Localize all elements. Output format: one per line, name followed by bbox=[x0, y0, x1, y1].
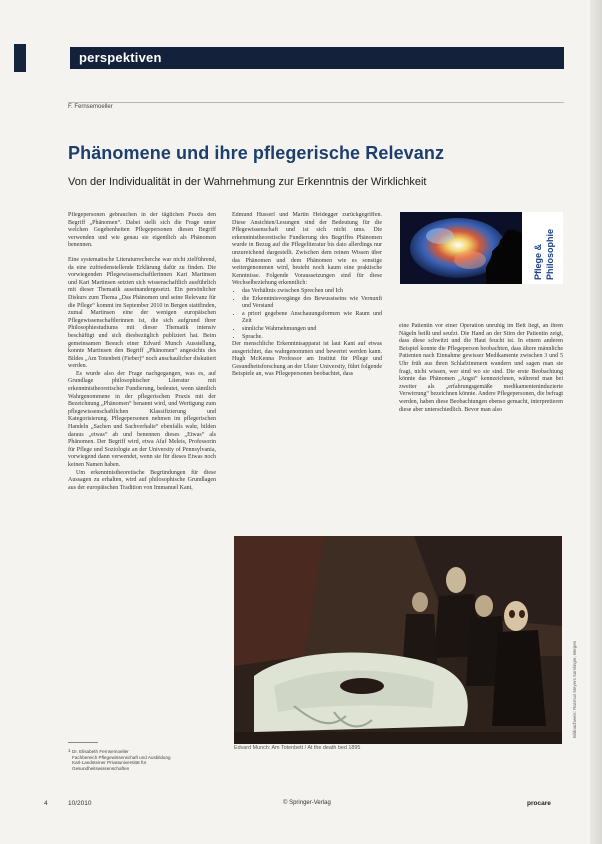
issue-label: 10/2010 bbox=[68, 800, 92, 807]
section-marker bbox=[14, 44, 26, 72]
sidebar-tag-line2: Philosophie bbox=[545, 228, 555, 280]
text-column-3 bbox=[399, 323, 563, 523]
footnote-line: Dr. Elisabeth Fernsemoeller bbox=[72, 749, 129, 754]
footnote-line: Gesundheitswissenschaften bbox=[72, 765, 130, 771]
article-title: Phänomene und ihre pflegerische Relevanz bbox=[68, 143, 445, 163]
figure-credit bbox=[570, 580, 578, 740]
paragraph: eine Patientin vor einer Operation unruhig im Bett liegt, an ihren Nägeln beißt und seufzt. Die Hand an der Stirn der Patientin zeigt, dass diese schwitzt und die Haut feucht ist. In einem anderen Beispiel konnte die Pflegeperson beobachten, dass ältere männliche Patienten nach Einnahme gewisser Medikamente zwischen 3 und 5 Uhr früh aus ihren Schlafzimmern wandern und sagen man sie fragt, nicht wissen, wer sind wo sie sind. Die erste Beobachtung könnte das Phänomen „Angst“ kennzeichnen, während man bei zweiter als „erfahrungsgemäße medikamenteninduzierte Verwirrung“ bezeichnen könnte. Andere Pflegepersonen, die befragt werden, haben diese Beobachtungen ebenso gemacht, interpretieren diese aber unterschiedlich. Bevor man also bbox=[399, 323, 563, 413]
text-column-1 bbox=[68, 212, 216, 736]
sidebar-tag-line1: Pflege & bbox=[533, 243, 543, 280]
paragraph: Es wurde also der Frage nachgegangen, was es, auf Grundlage philosophischer Literatur mit erkenntnistheoretischer Fundierung, bedeutet, wenn sämtlich Wahrgenommene in der pflegerischen Praxis mit der Bezeichnung „Phänomen“ benannt wird, und Wertigung zum pflegewissenschaftlichen Klassifizierung und Kategorisierung. Pflegepersonen nehmen im pflegerischen Handeln „Sachen und Sachverhalte“ ebenfalls wahr, bilden daraus „etwas“ ab und benennen dieses „Etwas“ als Phänomen. Der Begriff wird, etwa Afaf Meleis, Professorin für Pflege und Soziologie an der University of Pennsylvania, vorwiegend dann verwendet, wenn sie für dieses Etwas noch keinen Namen haben. bbox=[68, 370, 216, 468]
footnote-rule bbox=[68, 742, 98, 743]
paragraph: Der menschliche Erkenntnisapparat ist laut Kant auf etwas ausgerichtet, das wahrgenommen und bewertet werden kann. Hugh McKenna Professor am Institut für Pflege und Gesundheitsforschung an der Ulster University, führt folgende Beispiele an, was Pflegepersonen beobachtet, dass bbox=[232, 341, 382, 378]
sidebar-tag bbox=[529, 214, 559, 282]
publisher-label: © Springer-Verlag bbox=[283, 800, 331, 806]
list-item: • sinnliche Wahrnehmungen und bbox=[242, 326, 382, 334]
list-item: • die Erkenntnisvorgänge des Bewusstseins wie Vernunft und Verstand bbox=[242, 296, 382, 311]
bullet-list bbox=[232, 288, 382, 341]
page-number: 4 bbox=[44, 800, 48, 807]
paragraph: Pflegepersonen gebrauchen in der täglichen Praxis den Begriff „Phänomen“. Dabei stellt sich die Frage unter welchen Gegebenheiten Pflegepersonen diesen Begriff verwenden und wie genau sie eigentlich als Phänomen benennen. bbox=[68, 212, 216, 249]
footnote bbox=[72, 749, 222, 771]
page-edge-shadow bbox=[590, 0, 602, 844]
head-silhouette-image bbox=[400, 212, 524, 284]
paragraph: Edmund Husserl und Martin Heidegger zurückgegriffen. Diese Ansichten/Lesungen sind der Bedeutung für die Pflegewissenschaft und ist sich nicht ums. Die erkenntnistheoretische Fundierung des Begriffes Phänomen wurde in Bezug auf die Pflegeliteratur bis dato allerdings nur unzureichend dargestellt. Zwischen dem reinen Wissen über das Phänomen und dem Phänomen wie es sonstige weitergenommen wird, besteht noch kaum eine praktische Kenntnisse. Folgende Voraussetzungen sind für diese Wechselbeziehung erkenntlich: bbox=[232, 212, 382, 287]
section-title: perspektiven bbox=[79, 50, 162, 65]
paragraph: Um erkenntnistheoretische Begründungen für diese Aussagen zu erhalten, wird auf philosophische Grundlagen aus der europäischen Tradition von Immanuel Kant, bbox=[68, 469, 216, 491]
footnote-number: 1 bbox=[68, 748, 71, 753]
author-line: F. Fernsemoeller bbox=[68, 104, 113, 110]
list-item: • Sprache. bbox=[242, 334, 382, 342]
footnote-line: Fachbereich Pflegewissenschaft und Ausbildung bbox=[72, 754, 171, 760]
author-rule bbox=[68, 102, 564, 103]
article-subtitle: Von der Individualität in der Wahrnehmung zur Erkenntnis der Wirklichkeit bbox=[68, 176, 427, 188]
list-item: • das Verhältnis zwischen Sprechen und Ich bbox=[242, 288, 382, 296]
journal-brand: procare bbox=[527, 800, 551, 807]
footnote-line: Karl-Landsteiner Privatuniversität für bbox=[72, 760, 147, 766]
paragraph: Eine systematische Literaturrecherche war nicht zielführend, da eine zufriedenstellende Erklärung dafür zu finden. Die vorwiegenden Pflegewissenschaftlerinnen Kari Martinsen und Kari Martinsen setzten sich wissenschaftlich ausführlich mit dieser Thematik auseinandergesetzt. Ein persönlicher Diskurs zum Thema „Das Phänomen und seine Relevanz für die Pflege“ kommt im September 2010 in Bergen stattfinden, zumal Martinsen eine der wenigen europäischen Pflegewissenschaftlerinnen ist, die sich aufgrund ihrer Philosophiestudiums mit dieser Thematik intensiv beschäftigt und sich diesbezüglich publiziert hat. Beim gemeinsamen Besuch einer Edvard Munch Ausstellung, konnte Martinsen den Begriff „Phänomen“ angesichts des Bildes „Am Totenbett (Fieber)“ noch anschaulicher diskutiert werden. bbox=[68, 256, 216, 370]
figure-credit-text: Bildnachweis: Rasmus Meyers Samlinger, Bergen bbox=[572, 640, 577, 738]
munch-painting-image bbox=[234, 536, 562, 744]
list-item: • a priori gegebene Anschauungsformen wie Raum und Zeit bbox=[242, 311, 382, 326]
figure-caption: Edvard Munch: Am Totenbett / At the death bed 1895 bbox=[234, 745, 361, 751]
text-column-2 bbox=[232, 212, 382, 522]
